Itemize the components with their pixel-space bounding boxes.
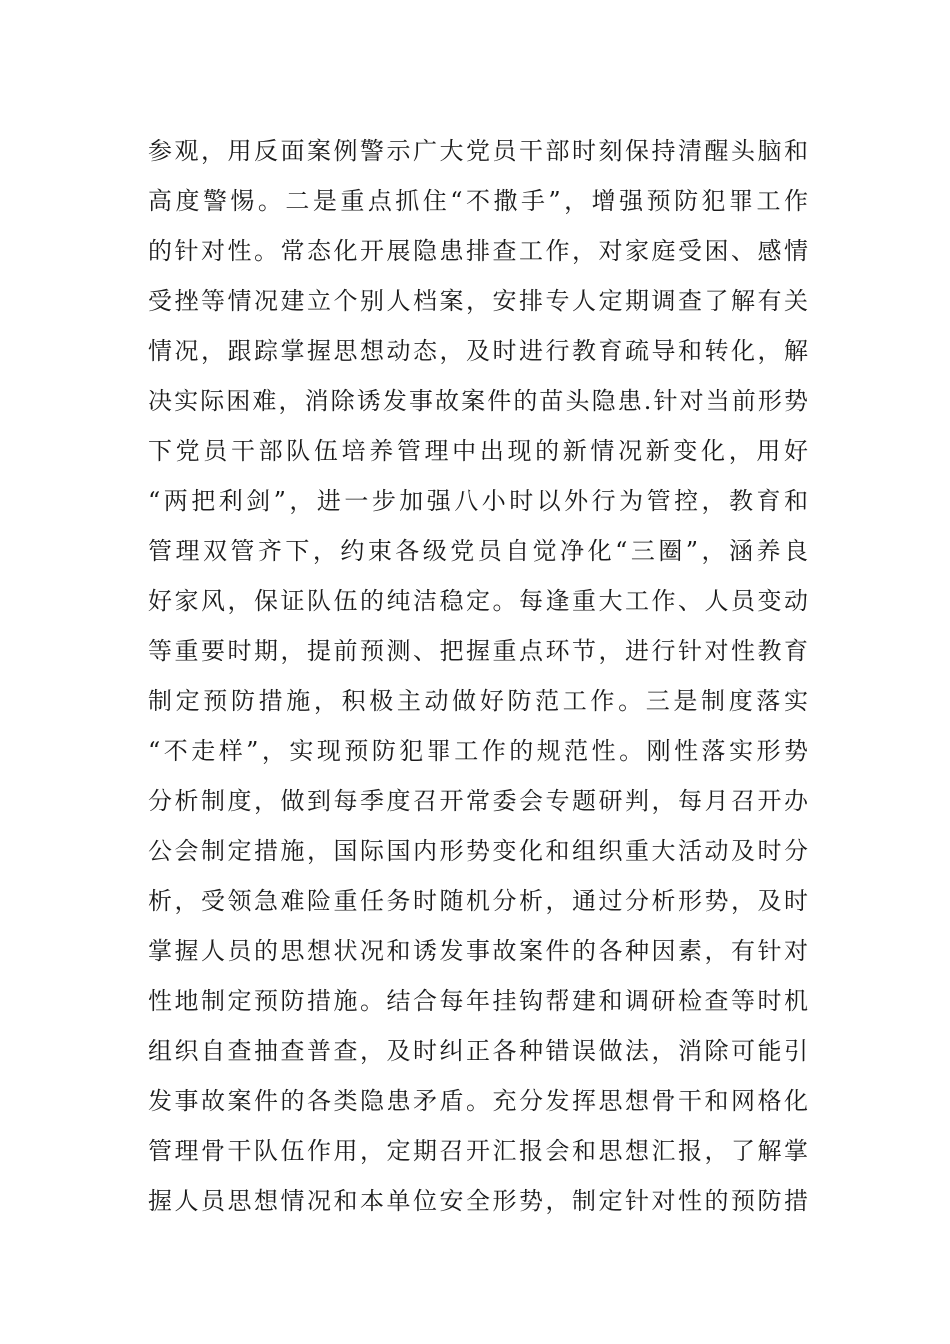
text-line: “两把利剑”，进一步加强八小时以外行为管控，教育和	[148, 487, 808, 515]
text-line: 的针对性。常态化开展隐患排查工作，对家庭受困、感情	[148, 237, 808, 265]
text-line: 掌握人员的思想状况和诱发事故案件的各种因素，有针对	[148, 937, 808, 965]
text-line: 握人员思想情况和本单位安全形势，制定针对性的预防措	[148, 1187, 808, 1215]
text-line: 参观，用反面案例警示广大党员干部时刻保持清醒头脑和	[148, 137, 808, 165]
text-line: 好家风，保证队伍的纯洁稳定。每逢重大工作、人员变动	[148, 587, 808, 615]
text-line: 决实际困难，消除诱发事故案件的苗头隐患.针对当前形势	[148, 387, 808, 415]
text-line: 公会制定措施，国际国内形势变化和组织重大活动及时分	[148, 837, 808, 865]
text-line: “不走样”，实现预防犯罪工作的规范性。刚性落实形势	[148, 737, 808, 765]
text-line: 组织自查抽查普查，及时纠正各种错误做法，消除可能引	[148, 1037, 808, 1065]
body-text	[148, 126, 808, 1226]
text-line: 析，受领急难险重任务时随机分析，通过分析形势，及时	[148, 887, 808, 915]
text-line: 管理双管齐下，约束各级党员自觉净化“三圈”，涵养良	[148, 537, 808, 565]
text-line: 制定预防措施，积极主动做好防范工作。三是制度落实	[148, 687, 808, 715]
text-line: 管理骨干队伍作用，定期召开汇报会和思想汇报，了解掌	[148, 1137, 808, 1165]
text-line: 分析制度，做到每季度召开常委会专题研判，每月召开办	[148, 787, 808, 815]
text-line: 高度警惕。二是重点抓住“不撒手”，增强预防犯罪工作	[148, 187, 808, 215]
text-line: 受挫等情况建立个别人档案，安排专人定期调查了解有关	[148, 287, 808, 315]
text-line: 发事故案件的各类隐患矛盾。充分发挥思想骨干和网格化	[148, 1087, 808, 1115]
text-line: 情况，跟踪掌握思想动态，及时进行教育疏导和转化，解	[148, 337, 808, 365]
text-line: 等重要时期，提前预测、把握重点环节，进行针对性教育	[148, 637, 808, 665]
text-line: 性地制定预防措施。结合每年挂钩帮建和调研检查等时机	[148, 987, 808, 1015]
text-line: 下党员干部队伍培养管理中出现的新情况新变化，用好	[148, 437, 808, 465]
